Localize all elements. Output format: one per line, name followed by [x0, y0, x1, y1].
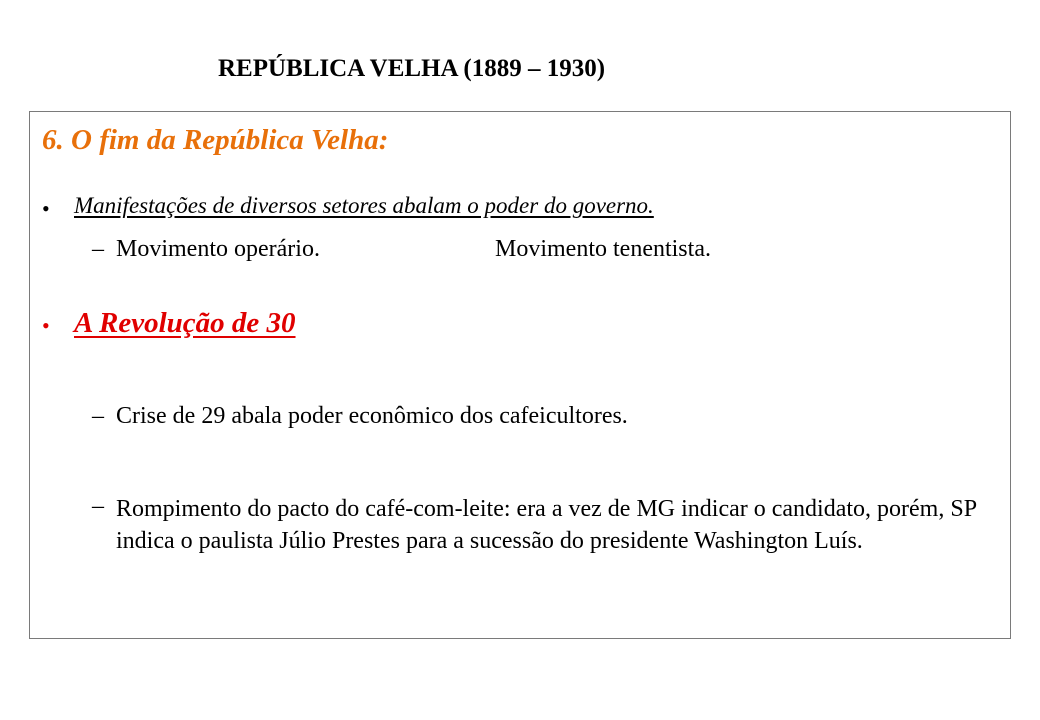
subitem-text: Crise de 29 abala poder econômico dos cafeicultores.: [116, 403, 628, 429]
subitem-dash: –: [92, 493, 104, 519]
subitem-dash: –: [92, 236, 104, 262]
bullet-text: Manifestações de diversos setores abalam o poder do governo.: [74, 193, 654, 218]
bullet-marker: •: [42, 196, 50, 221]
content-box: [29, 111, 1011, 639]
subitem-text: Movimento tenentista.: [495, 236, 711, 262]
slide-title: REPÚBLICA VELHA (1889 – 1930): [218, 55, 606, 82]
subitem-text: Rompimento do pacto do café-com-leite: era a vez de MG indicar o candidato, porém, SP indica o paulista Júlio Prestes para a sucessão do presidente Washington Luís.: [116, 496, 977, 554]
bullet-text: A Revolução de 30: [74, 307, 296, 339]
subitem-text: Movimento operário.: [116, 236, 320, 262]
subitem-dash: –: [92, 403, 104, 429]
section-heading: 6. O fim da República Velha:: [42, 124, 389, 156]
bullet-marker: •: [42, 313, 50, 338]
